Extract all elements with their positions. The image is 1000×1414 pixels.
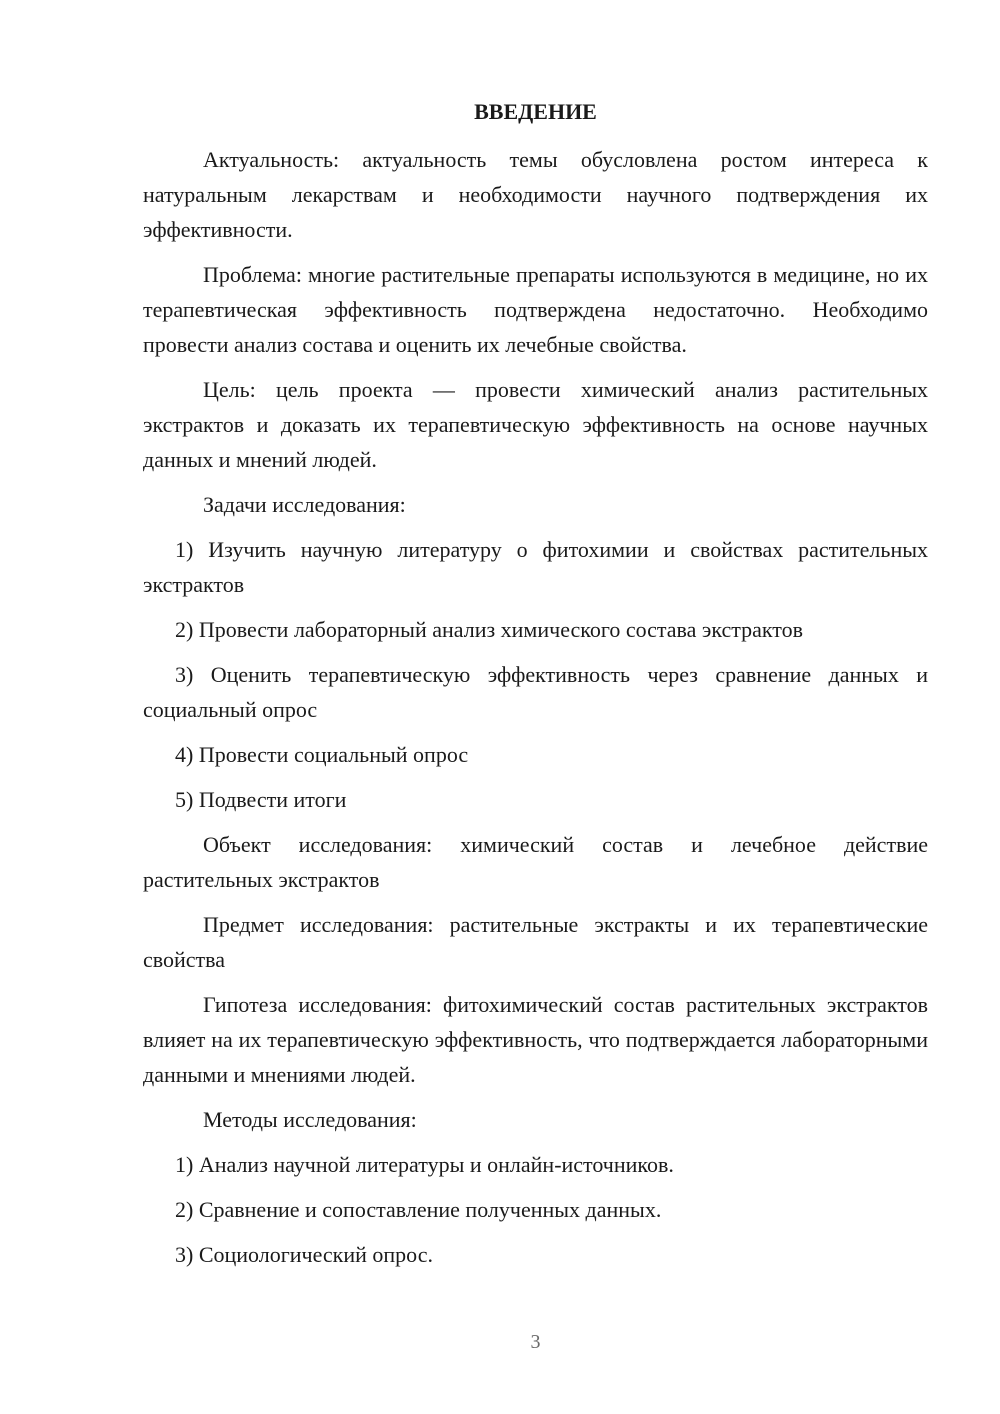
- problem-paragraph: Проблема: многие растительные препараты используются в медицине, но их терапевтическая эффективность подтверждена недостаточно. Необходимо провести анализ состава и оценить их лечебные свойства.: [143, 262, 928, 357]
- object-paragraph: Объект исследования: химический состав и лечебное действие растительных экстрактов: [143, 832, 928, 892]
- methods-title: Методы исследования:: [203, 1107, 417, 1132]
- task-item-3: 3) Оценить терапевтическую эффективность через сравнение данных и социальный опрос: [143, 662, 928, 722]
- page-number: 3: [530, 1331, 541, 1353]
- task-item-5: 5) Подвести итоги: [175, 787, 347, 812]
- method-item-1: 1) Анализ научной литературы и онлайн-источников.: [175, 1152, 674, 1177]
- subject-paragraph: Предмет исследования: растительные экстракты и их терапевтические свойства: [143, 912, 928, 972]
- relevance-paragraph: Актуальность: актуальность темы обусловлена ростом интереса к натуральным лекарствам и необходимости научного подтверждения их эффективности.: [143, 147, 928, 242]
- task-item-4: 4) Провести социальный опрос: [175, 742, 469, 767]
- task-item-2: 2) Провести лабораторный анализ химического состава экстрактов: [175, 617, 804, 642]
- section-heading: ВВЕДЕНИЕ: [474, 99, 597, 124]
- method-item-3: 3) Социологический опрос.: [175, 1242, 433, 1267]
- tasks-title: Задачи исследования:: [203, 492, 406, 517]
- goal-paragraph: Цель: цель проекта — провести химический анализ растительных экстрактов и доказать их терапевтическую эффективность на основе научных данных и мнений людей.: [143, 377, 928, 472]
- method-item-2: 2) Сравнение и сопоставление полученных данных.: [175, 1197, 662, 1222]
- task-item-1: 1) Изучить научную литературу о фитохимии и свойствах растительных экстрактов: [143, 537, 928, 597]
- hypothesis-paragraph: Гипотеза исследования: фитохимический состав растительных экстрактов влияет на их терапевтическую эффективность, что подтверждается лабораторными данными и мнениями людей.: [143, 992, 928, 1087]
- page-content: [143, 94, 928, 1282]
